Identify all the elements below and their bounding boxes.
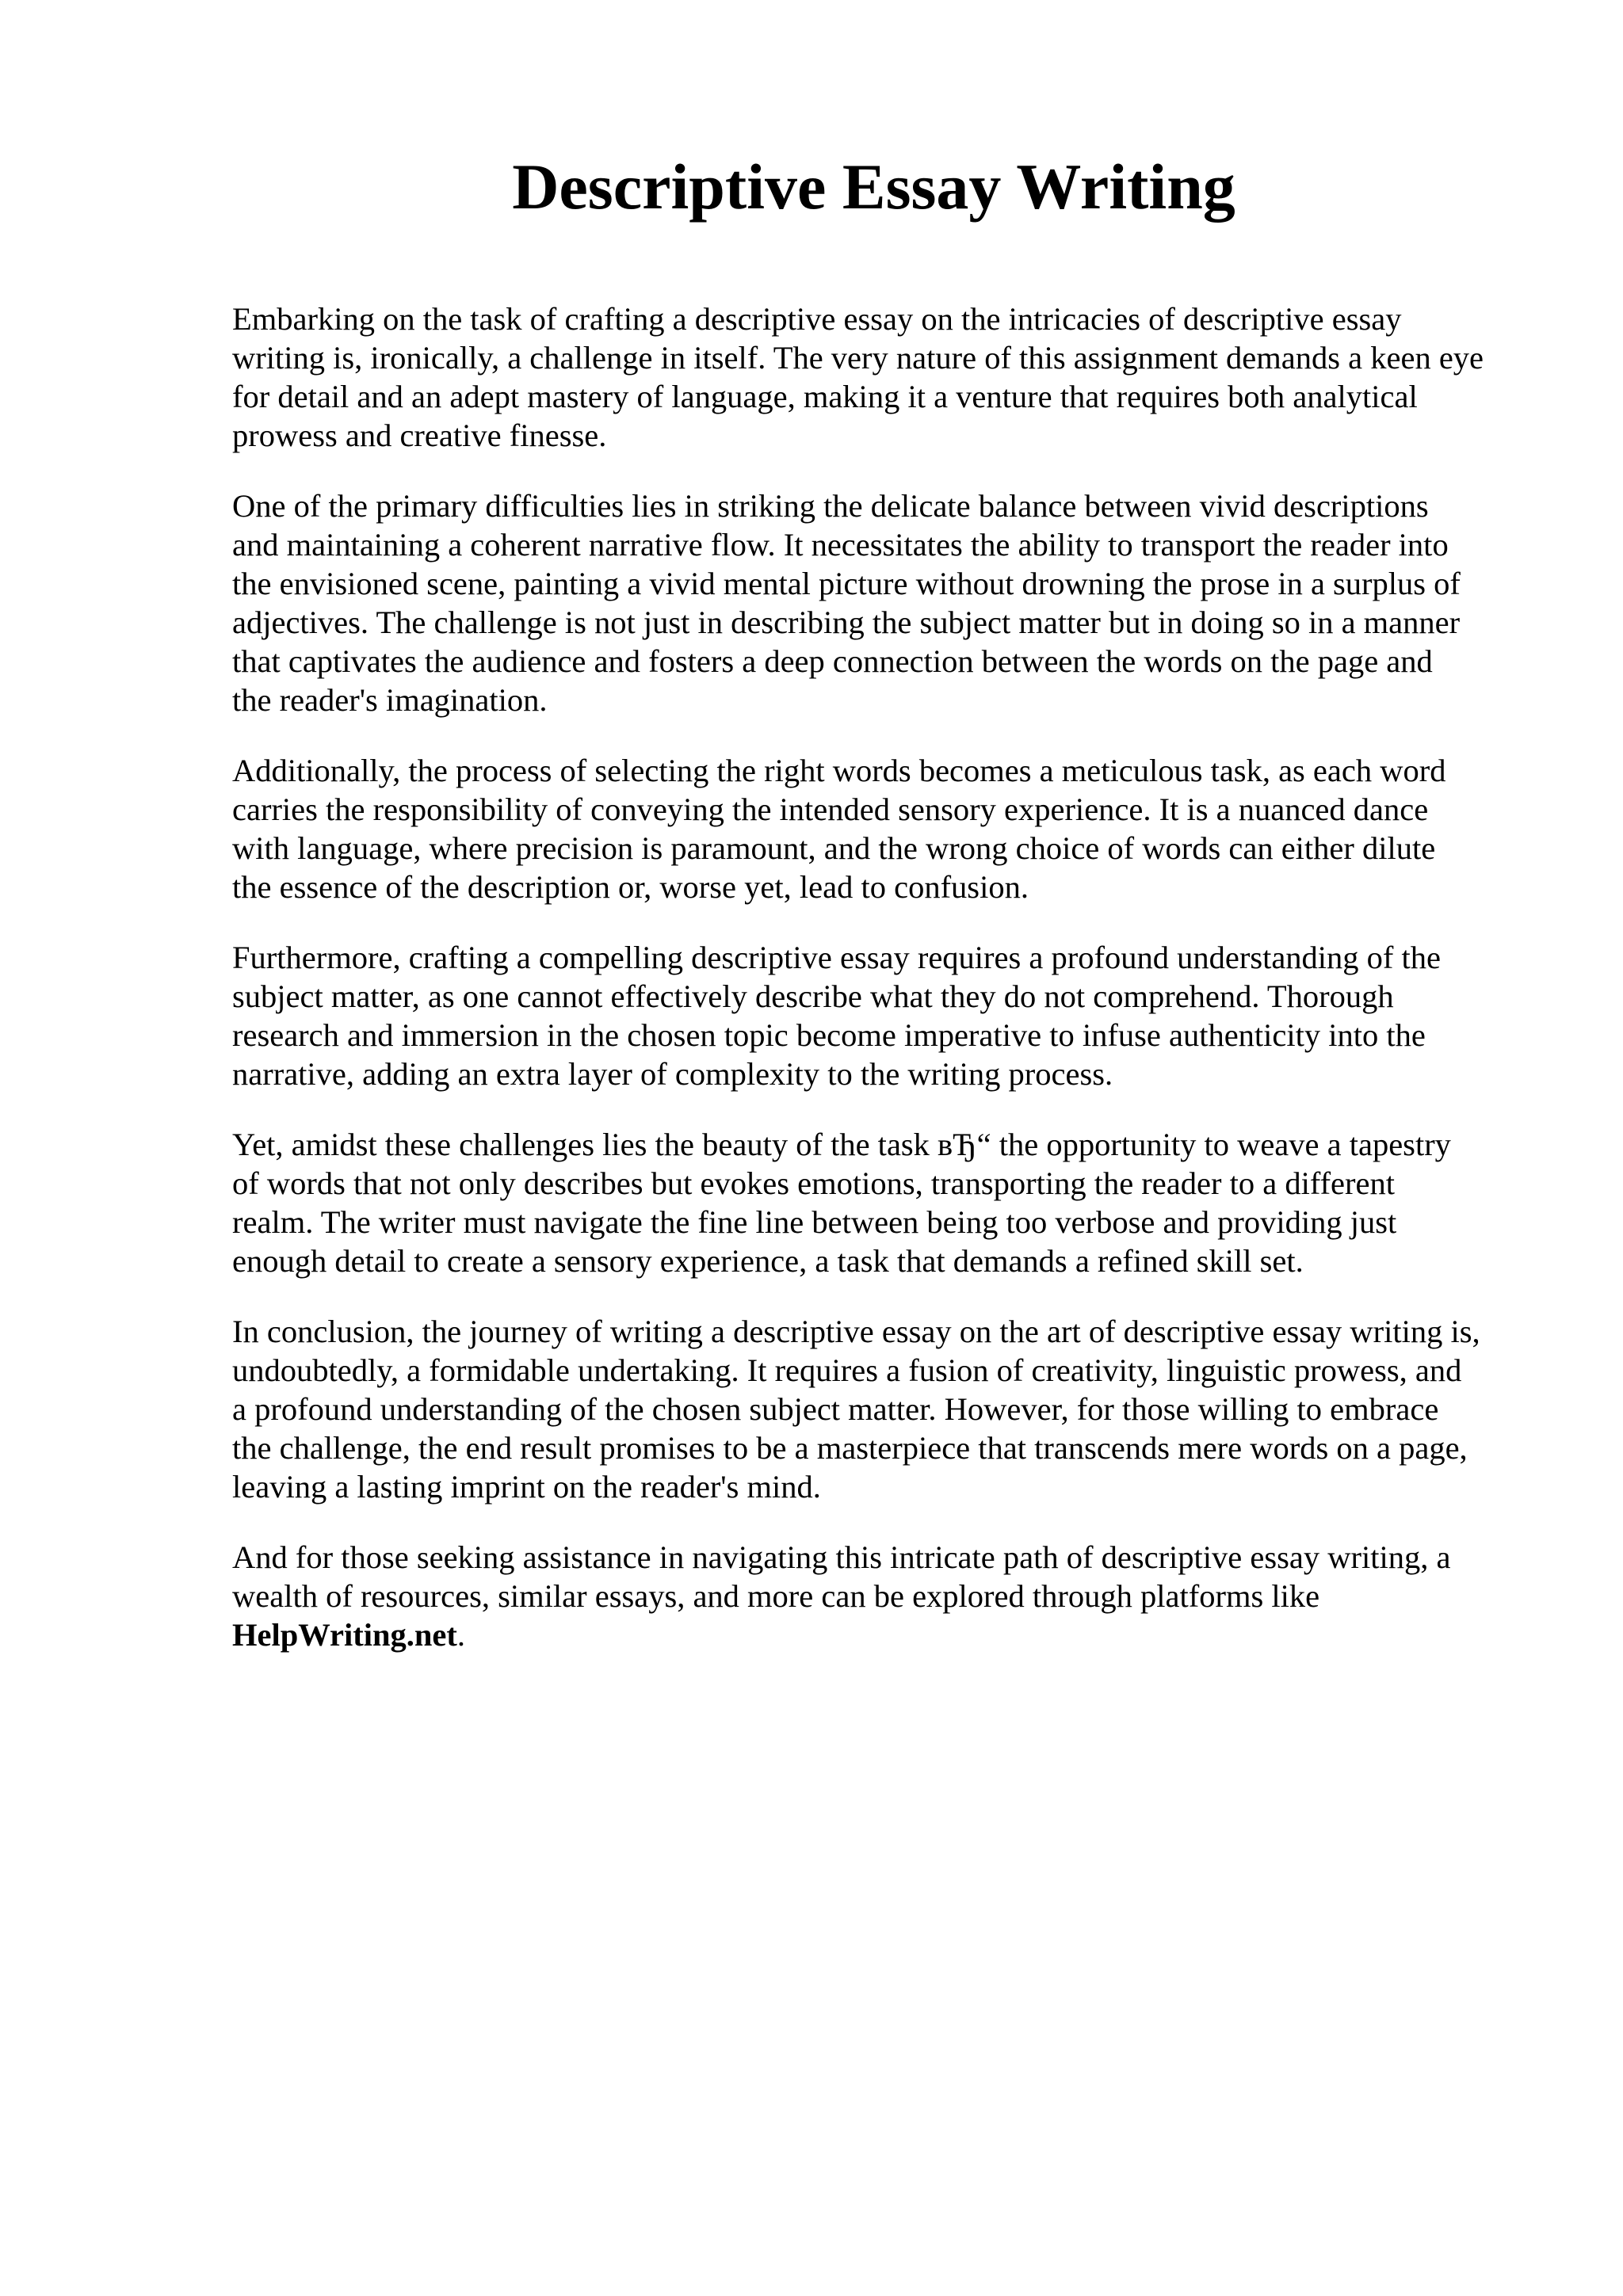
paragraph-4 (232, 938, 1532, 1093)
text-line: subject matter, as one cannot effectively describe what they do not comprehend. Thorough (232, 978, 1394, 1014)
text-line: a profound understanding of the chosen subject matter. However, for those willing to embrace (232, 1391, 1439, 1427)
text-line: adjectives. The challenge is not just in describing the subject matter but in doing so in a manner (232, 605, 1461, 640)
text-line: the challenge, the end result promises to be a masterpiece that transcends mere words on a page, (232, 1430, 1468, 1466)
text-line: writing is, ironically, a challenge in itself. The very nature of this assignment demands a keen eye (232, 340, 1484, 376)
text-line: Yet, amidst these challenges lies the beauty of the task вЂ“ the opportunity to weave a tapestry (232, 1127, 1451, 1162)
text-line: One of the primary difficulties lies in striking the delicate balance between vivid descriptions (232, 488, 1429, 524)
text-line: with language, where precision is paramount, and the wrong choice of words can either dilute (232, 830, 1436, 866)
text-line: narrative, adding an extra layer of complexity to the writing process. (232, 1056, 1113, 1092)
text-line: prowess and creative finesse. (232, 418, 607, 453)
brand-link[interactable]: HelpWriting.net (232, 1617, 457, 1653)
text-line: the reader's imagination. (232, 682, 548, 718)
text-line: wealth of resources, similar essays, and more can be explored through platforms like (232, 1578, 1320, 1614)
text-line: for detail and an adept mastery of language, making it a venture that requires both analytical (232, 379, 1418, 414)
text-line: of words that not only describes but evokes emotions, transporting the reader to a different (232, 1165, 1395, 1201)
text-line: the envisioned scene, painting a vivid mental picture without drowning the prose in a surplus of (232, 566, 1461, 601)
brand-line (232, 1615, 1532, 1654)
paragraph-1 (232, 299, 1532, 455)
text-line: realm. The writer must navigate the fine line between being too verbose and providing just (232, 1204, 1397, 1240)
paragraph-3 (232, 751, 1532, 906)
text-line: research and immersion in the chosen topic become imperative to infuse authenticity into the (232, 1017, 1426, 1053)
text-line: the essence of the description or, worse yet, lead to confusion. (232, 869, 1029, 905)
brand-suffix: . (456, 1617, 466, 1653)
paragraph-6 (232, 1312, 1532, 1506)
text-line: and maintaining a coherent narrative flow. It necessitates the ability to transport the reader into (232, 527, 1449, 563)
text-line: Furthermore, crafting a compelling descriptive essay requires a profound understanding of the (232, 940, 1442, 975)
page-title: Descriptive Essay Writing (512, 151, 1235, 223)
text-line: In conclusion, the journey of writing a descriptive essay on the art of descriptive essay writing is, (232, 1314, 1480, 1349)
text-line: Embarking on the task of crafting a descriptive essay on the intricacies of descriptive essay (232, 301, 1402, 337)
essay-body (232, 299, 1532, 1686)
paragraph-5 (232, 1125, 1532, 1280)
text-line: that captivates the audience and fosters a deep connection between the words on the page and (232, 643, 1433, 679)
text-line: carries the responsibility of conveying the intended sensory experience. It is a nuanced dance (232, 791, 1429, 827)
paragraph-2 (232, 486, 1532, 719)
paragraph-7 (232, 1538, 1532, 1654)
text-line: enough detail to create a sensory experience, a task that demands a refined skill set. (232, 1243, 1304, 1279)
text-line: And for those seeking assistance in navigating this intricate path of descriptive essay writing, a (232, 1539, 1451, 1575)
text-line: undoubtedly, a formidable undertaking. It requires a fusion of creativity, linguistic prowess, and (232, 1352, 1462, 1388)
text-line: leaving a lasting imprint on the reader's mind. (232, 1469, 821, 1505)
text-line: Additionally, the process of selecting the right words becomes a meticulous task, as each word (232, 753, 1446, 788)
